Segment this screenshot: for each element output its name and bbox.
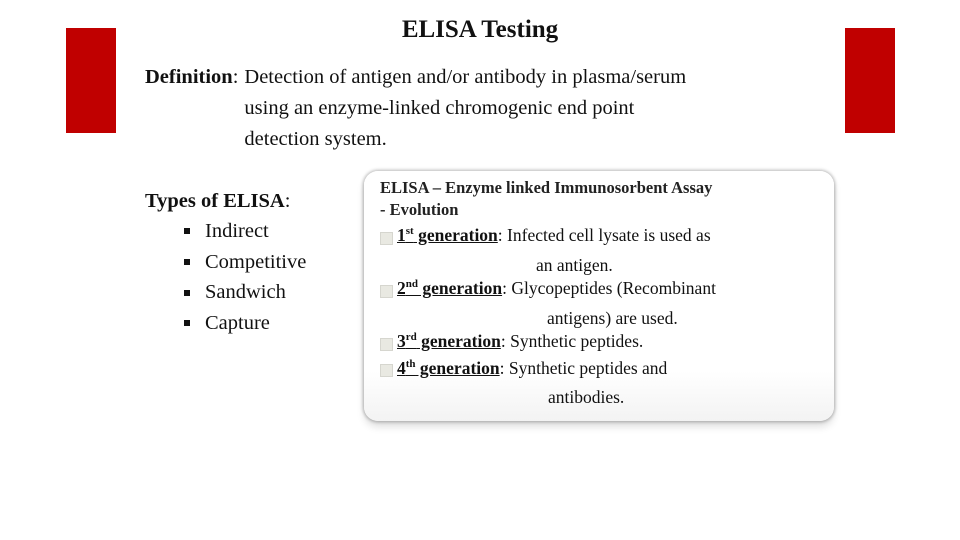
square-bullet-icon bbox=[184, 290, 190, 296]
definition-block bbox=[145, 62, 835, 155]
definition-line-2: using an enzyme-linked chromogenic end point bbox=[244, 97, 635, 119]
square-bullet-icon bbox=[184, 259, 190, 265]
types-heading bbox=[145, 186, 306, 216]
type-label: Competitive bbox=[205, 250, 307, 273]
generation-description-continued: an antigen. bbox=[536, 254, 613, 275]
checkbox-bullet-icon bbox=[380, 285, 393, 298]
generation-description: : Synthetic peptides. bbox=[500, 331, 644, 351]
types-list bbox=[145, 216, 306, 339]
checkbox-bullet-icon bbox=[380, 364, 393, 377]
types-label: Types of ELISA bbox=[145, 190, 285, 212]
list-item bbox=[145, 308, 306, 339]
checkbox-bullet-icon bbox=[380, 232, 393, 245]
list-item bbox=[145, 277, 306, 308]
generation-item bbox=[380, 358, 824, 411]
generation-item bbox=[380, 331, 824, 358]
type-label: Capture bbox=[205, 311, 270, 334]
type-label: Indirect bbox=[205, 219, 269, 242]
generation-item bbox=[380, 225, 824, 278]
definition-label: Definition bbox=[145, 66, 233, 88]
evolution-title-line-1: ELISA – Enzyme linked Immunosorbent Assay bbox=[380, 178, 713, 197]
generation-description: : Glycopeptides (Recombinant bbox=[502, 278, 716, 298]
generation-name: 3rd generation bbox=[397, 331, 501, 351]
square-bullet-icon bbox=[184, 320, 190, 326]
generation-name: 2nd generation bbox=[397, 278, 503, 298]
list-item bbox=[145, 216, 306, 247]
definition-text bbox=[244, 62, 686, 155]
generation-description: : Synthetic peptides and bbox=[499, 357, 668, 378]
types-separator: : bbox=[284, 190, 291, 212]
generation-name: 1st generation bbox=[397, 225, 498, 245]
evolution-title-line-2: - Evolution bbox=[380, 200, 459, 219]
type-label: Sandwich bbox=[205, 281, 286, 304]
list-item bbox=[145, 247, 306, 278]
definition-line-3: detection system. bbox=[244, 128, 387, 150]
square-bullet-icon bbox=[184, 228, 190, 234]
definition-separator: : bbox=[232, 66, 239, 88]
evolution-title bbox=[380, 177, 824, 221]
definition-label-group bbox=[145, 62, 238, 155]
generation-item bbox=[380, 278, 824, 331]
generation-description-continued: antigens) are used. bbox=[547, 307, 678, 328]
slide-title: ELISA Testing bbox=[401, 16, 559, 43]
types-of-elisa-block bbox=[145, 186, 306, 339]
elisa-evolution-panel bbox=[364, 171, 834, 421]
generation-name: 4th generation bbox=[397, 357, 500, 378]
generation-description-continued: antibodies. bbox=[548, 387, 625, 407]
generation-list bbox=[380, 225, 824, 411]
generation-description: : Infected cell lysate is used as bbox=[497, 225, 711, 245]
definition-line-1: Detection of antigen and/or antibody in plasma/serum bbox=[244, 66, 687, 88]
checkbox-bullet-icon bbox=[380, 338, 393, 351]
